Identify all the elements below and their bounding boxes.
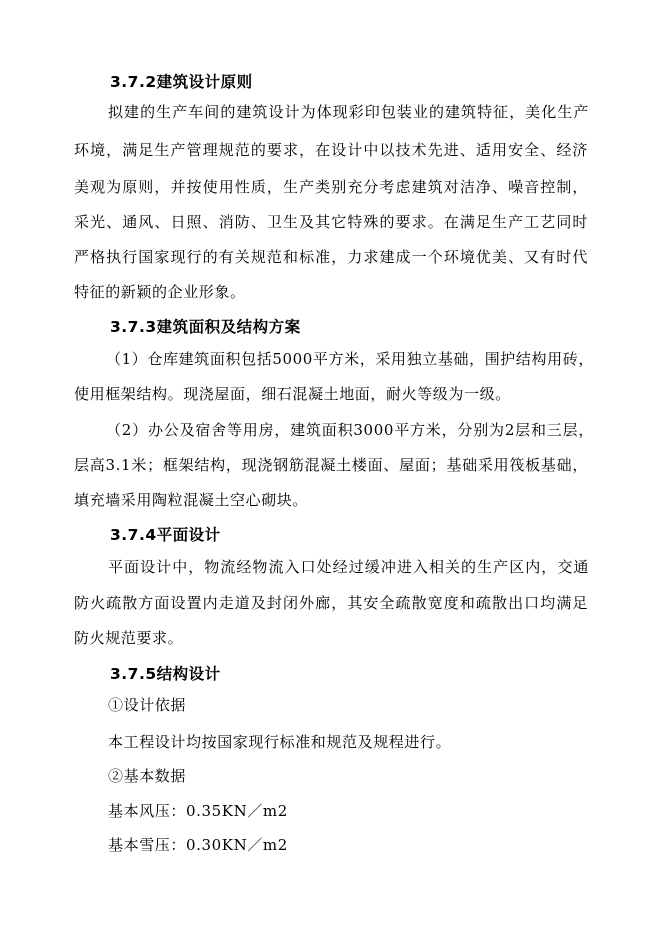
paragraph-line: 本工程设计均按国家现行标准和规范及规程进行。 — [108, 733, 452, 751]
section-heading-3-7-5: 3.7.5结构设计 — [110, 665, 221, 683]
paragraph-line: 层高3.1米；框架结构，现浇钢筋混凝土楼面、屋面；基础采用筏板基础， — [74, 456, 588, 474]
paragraph-line: 特征的新颖的企业形象。 — [74, 283, 246, 301]
paragraph-line: 环境，满足生产管理规范的要求，在设计中以技术先进、适用安全、经济 — [74, 141, 588, 159]
paragraph-line: 美观为原则，并按使用性质，生产类别充分考虑建筑对洁净、噪音控制， — [74, 178, 588, 196]
paragraph-line: 基本雪压：0.30KN／m2 — [108, 836, 288, 854]
paragraph-line: （1）仓库建筑面积包括5000平方米，采用独立基础，围护结构用砖， — [106, 350, 594, 368]
section-heading-3-7-4: 3.7.4平面设计 — [110, 526, 221, 544]
paragraph-line: ①设计依据 — [108, 696, 187, 714]
paragraph-line: 基本风压：0.35KN／m2 — [108, 802, 288, 820]
paragraph-line: 填充墙采用陶粒混凝土空心砌块。 — [74, 491, 309, 509]
paragraph-line: 采光、通风、日照、消防、卫生及其它特殊的要求。在满足生产工艺同时 — [74, 213, 588, 231]
section-heading-3-7-2: 3.7.2建筑设计原则 — [110, 73, 253, 91]
section-heading-3-7-3: 3.7.3建筑面积及结构方案 — [110, 318, 301, 336]
paragraph-line: 拟建的生产车间的建筑设计为体现彩印包装业的建筑特征，美化生产 — [108, 103, 589, 121]
paragraph-line: 平面设计中，物流经物流入口处经过缓冲进入相关的生产区内，交通 — [108, 558, 589, 576]
paragraph-line: 防火规范要求。 — [74, 629, 184, 647]
paragraph-line: （2）办公及宿舍等用房，建筑面积3000平方米，分别为2层和三层， — [106, 421, 594, 439]
paragraph-line: ②基本数据 — [108, 767, 187, 785]
paragraph-line: 防火疏散方面设置内走道及封闭外廊，其安全疏散宽度和疏散出口均满足 — [74, 594, 588, 612]
paragraph-line: 严格执行国家现行的有关规范和标准，力求建成一个环境优美、又有时代 — [74, 248, 588, 266]
paragraph-line: 使用框架结构。现浇屋面，细石混凝土地面，耐火等级为一级。 — [74, 385, 511, 403]
